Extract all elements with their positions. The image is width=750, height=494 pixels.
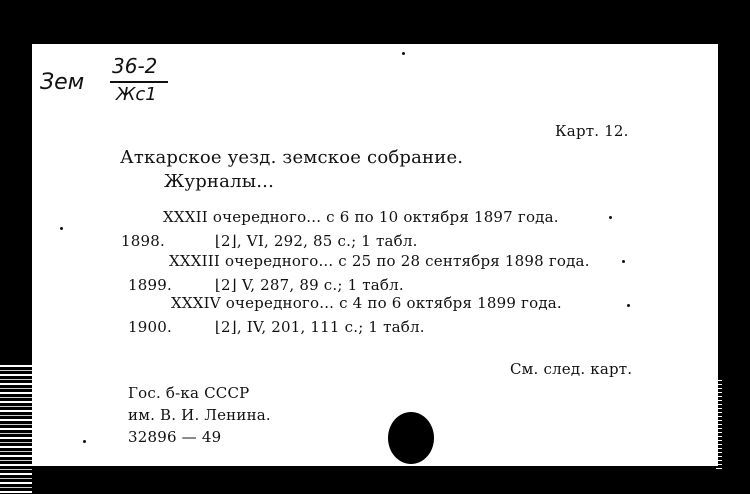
fraction-line: [110, 81, 168, 83]
see-next-card: См. след. карт.: [510, 360, 633, 378]
entry-2-title: XXXIII очередного... с 25 по 28 сентября 1898 года.: [169, 252, 590, 270]
handwritten-numerator: 36-2: [112, 54, 158, 78]
entry-1-year: 1898.: [121, 232, 165, 250]
entry-3-year: 1900.: [128, 318, 172, 336]
scan-edge-noise: [0, 365, 32, 494]
punch-hole: [388, 412, 434, 464]
scan-speck: [83, 440, 86, 443]
card-number: Карт. 12.: [555, 122, 629, 140]
scan-speck: [627, 304, 630, 307]
entry-2-year: 1899.: [128, 276, 172, 294]
entry-2-desc: ⌊2⌋ V, 287, 89 с.; 1 табл.: [215, 276, 404, 294]
catalog-card: [32, 44, 718, 466]
handwritten-prefix: Зем: [40, 70, 85, 95]
entry-1-title: XXXII очередного... с 6 по 10 октября 1897 года.: [163, 208, 559, 226]
scan-speck: [402, 52, 405, 55]
library-line-2: им. В. И. Ленина.: [128, 406, 271, 424]
scan-speck: [60, 227, 63, 230]
entry-3-title: XXXIV очередного... с 4 по 6 октября 1899 года.: [171, 294, 562, 312]
entry-3-desc: ⌊2⌋, IV, 201, 111 с.; 1 табл.: [215, 318, 425, 336]
handwritten-denominator: Жс1: [116, 84, 157, 105]
entry-1-desc: ⌊2⌋, VI, 292, 85 с.; 1 табл.: [215, 232, 418, 250]
heading: Аткарское уезд. земское собрание.: [120, 147, 464, 168]
library-line-1: Гос. б-ка СССР: [128, 384, 250, 402]
library-line-3: 32896 — 49: [128, 428, 222, 446]
scan-speck: [609, 216, 612, 219]
scan-speck: [622, 260, 625, 263]
subheading: Журналы...: [164, 171, 274, 192]
